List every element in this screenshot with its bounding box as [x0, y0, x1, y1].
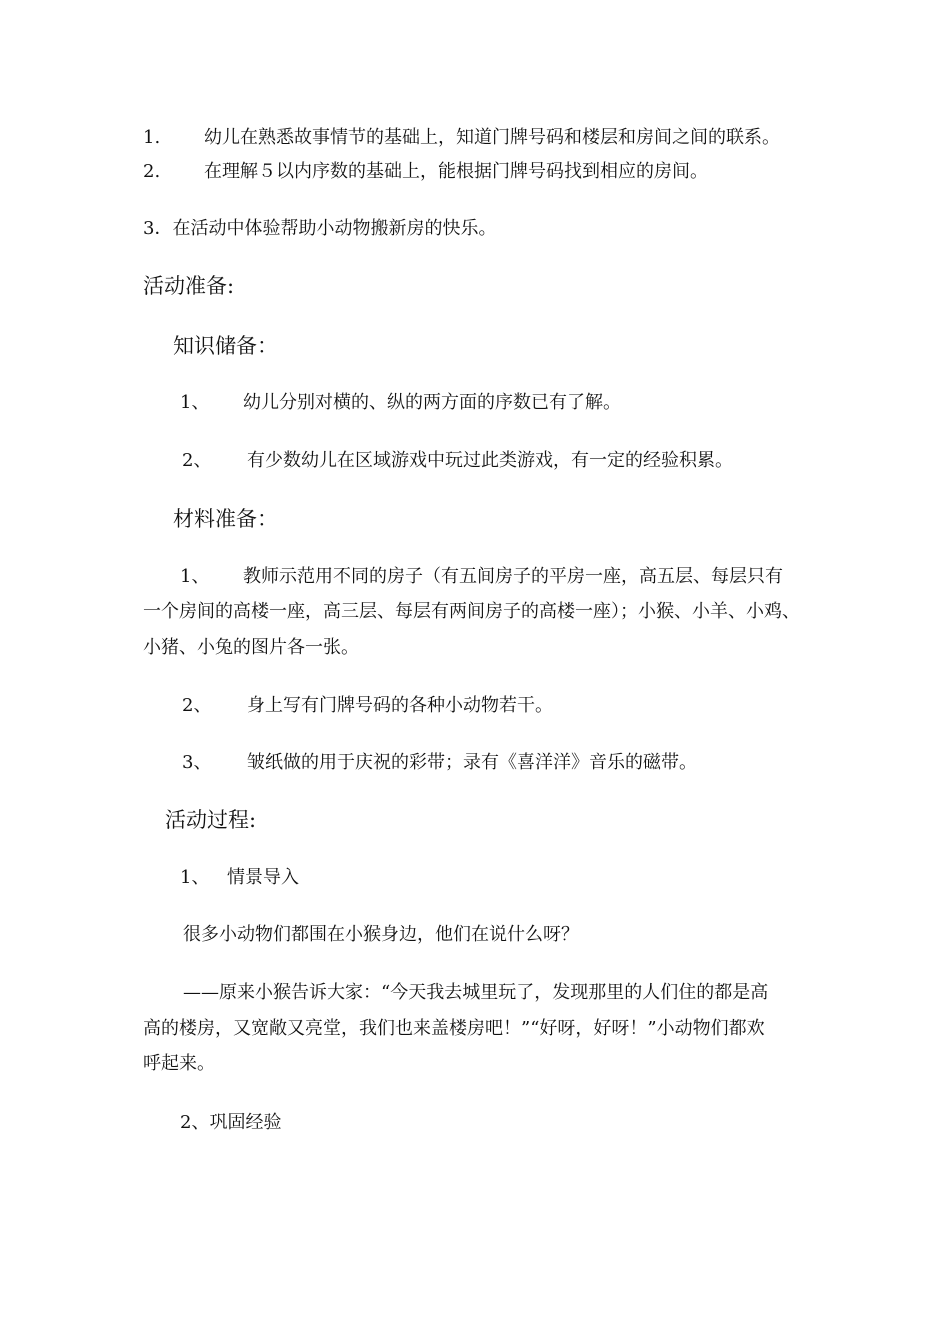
item-text: 教师示范用不同的房子（有五间房子的平房一座，高五层、每层只有 [243, 566, 783, 587]
prep-heading: 活动准备: [143, 274, 235, 298]
goal-item-1 [143, 126, 780, 150]
item-number: 1、 [180, 566, 210, 587]
item-number: 2、 [182, 450, 212, 471]
goal-item-2 [143, 160, 708, 184]
item-text: 有少数幼儿在区域游戏中玩过此类游戏，有一定的经验积累。 [247, 450, 733, 471]
knowledge-heading: 知识储备： [173, 334, 278, 358]
materials-item-1-line-2: 一个房间的高楼一座，高三层、每层有两间房子的高楼一座）；小猴、小羊、小鸡、 [143, 601, 800, 622]
process-paragraph-2-line-3: 呼起来。 [143, 1053, 215, 1074]
process-paragraph-2-line-1: ——原来小猴告诉大家：“今天我去城里玩了，发现那里的人们住的都是高 [183, 982, 769, 1003]
item-text: 皱纸做的用于庆祝的彩带；录有《喜洋洋》音乐的磁带。 [247, 752, 697, 773]
process-paragraph-1: 很多小动物们都围在小猴身边，他们在说什么呀？ [183, 924, 579, 945]
materials-item-1-line-3: 小猪、小兔的图片各一张。 [143, 637, 359, 658]
process-step-2: 2、巩固经验 [180, 1112, 282, 1133]
step-text: 情景导入 [227, 867, 299, 888]
materials-heading: 材料准备： [173, 507, 278, 531]
goal-number: 2. [143, 161, 161, 182]
goal-item-3: 3．在活动中体验帮助小动物搬新房的快乐。 [143, 218, 497, 239]
goal-text: 幼儿在熟悉故事情节的基础上，知道门牌号码和楼层和房间之间的联系。 [204, 127, 780, 148]
item-number: 3、 [182, 752, 212, 773]
item-number: 2、 [182, 695, 212, 716]
goal-text: 在理解５以内序数的基础上，能根据门牌号码找到相应的房间。 [204, 161, 708, 182]
item-text: 幼儿分别对横的、纵的两方面的序数已有了解。 [243, 392, 621, 413]
knowledge-item-2 [182, 449, 733, 473]
item-text: 身上写有门牌号码的各种小动物若干。 [247, 695, 553, 716]
knowledge-item-1 [180, 391, 621, 415]
process-paragraph-2-line-2: 高的楼房，又宽敞又亮堂，我们也来盖楼房吧！”“好呀，好呀！”小动物们都欢 [143, 1018, 765, 1039]
process-heading: 活动过程: [165, 808, 257, 832]
item-number: 1、 [180, 392, 210, 413]
materials-item-2 [182, 694, 553, 718]
process-step-1 [180, 866, 299, 890]
materials-item-3 [182, 751, 697, 775]
step-number: 1、 [180, 867, 210, 888]
materials-item-1-line-1 [180, 565, 783, 589]
goal-number: 1. [143, 127, 161, 148]
